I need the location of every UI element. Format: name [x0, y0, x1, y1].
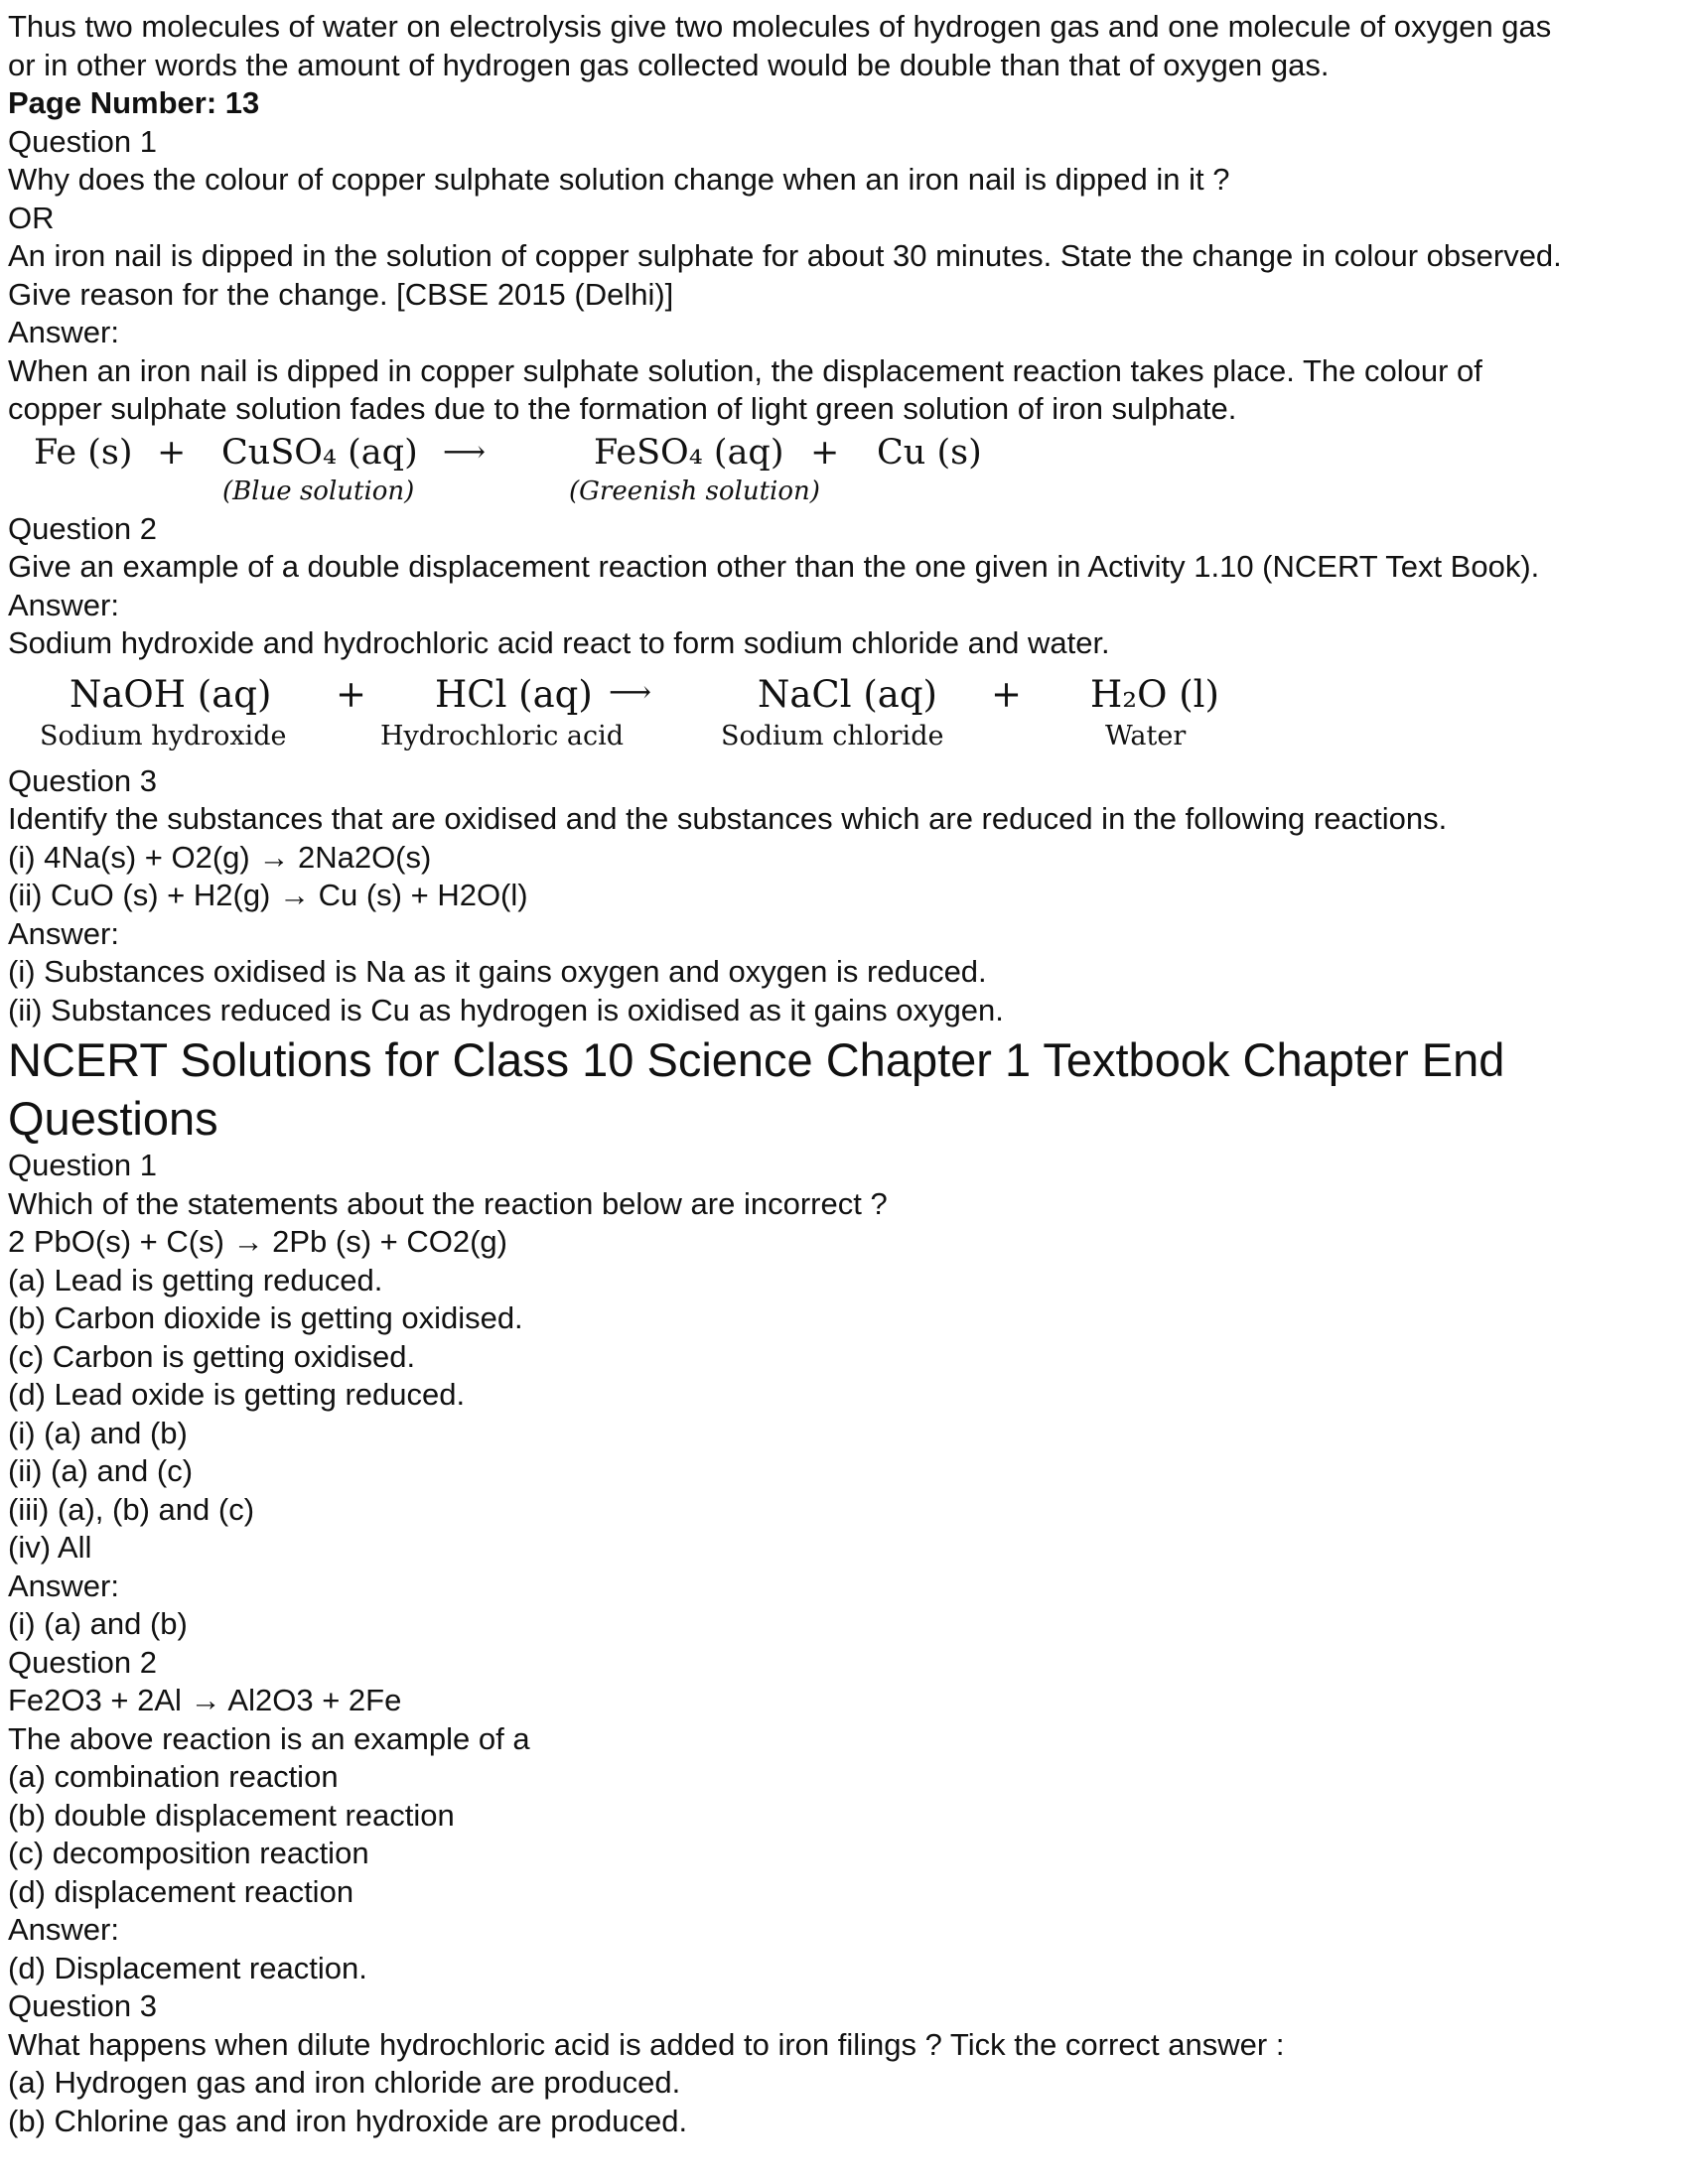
- eq-plus-4: +: [991, 672, 1023, 716]
- eq-fe: Fe (s): [34, 432, 133, 473]
- end-question-2-option: (b) double displacement reaction: [8, 1797, 455, 1833]
- end-question-3-label: Question 3: [8, 1988, 157, 2023]
- end-question-1-statement: (a) Lead is getting reduced.: [8, 1262, 383, 1297]
- eq-h2o: H₂O (l): [1090, 672, 1219, 716]
- question-3-answer-2: (ii) Substances reduced is Cu as hydrogen is oxidised as it gains oxygen.: [8, 992, 1004, 1027]
- end-question-3-option: (a) Hydrogen gas and iron chloride are produced.: [8, 2065, 681, 2100]
- end-question-2-text: The above reaction is an example of a: [8, 1720, 530, 1756]
- question-3-answer-label: Answer:: [8, 915, 119, 951]
- end-question-2-label: Question 2: [8, 1644, 157, 1680]
- end-question-1-label: Question 1: [8, 1148, 157, 1182]
- eq-sodium-hydroxide: Sodium hydroxide: [40, 720, 287, 751]
- question-2-answer-label: Answer:: [8, 587, 119, 622]
- naoh-hcl-equation: [8, 663, 1680, 762]
- question-2-answer: Sodium hydroxide and hydrochloric acid react to form sodium chloride and water.: [8, 625, 1110, 660]
- eq-feso4: FeSO₄ (aq): [594, 432, 784, 473]
- end-question-1-option: (ii) (a) and (c): [8, 1453, 194, 1488]
- end-question-1-statement: (c) Carbon is getting oxidised.: [8, 1338, 416, 1374]
- question-3-answer-1: (i) Substances oxidised is Na as it gains oxygen and oxygen is reduced.: [8, 954, 987, 989]
- eq-plus-2: +: [810, 432, 840, 473]
- question-1-answer-line-2: copper sulphate solution fades due to the formation of light green solution of iron sulphate.: [8, 391, 1237, 426]
- eq-arrow-2-icon: ⟶: [609, 674, 652, 710]
- question-3-reaction-2: (ii) CuO (s) + H2(g) → Cu (s) + H2O(l): [8, 878, 528, 912]
- end-question-2-option: (d) displacement reaction: [8, 1873, 354, 1909]
- intro-line-1: Thus two molecules of water on electrolysis give two molecules of hydrogen gas and one molecule of oxygen gas: [8, 9, 1552, 44]
- eq-nacl: NaCl (aq): [758, 672, 937, 716]
- eq-greenish-solution: (Greenish solution): [569, 476, 820, 506]
- eq-arrow-icon: ⟶: [443, 434, 487, 470]
- end-question-2-answer: (d) Displacement reaction.: [8, 1950, 367, 1985]
- end-question-3-option: (b) Chlorine gas and iron hydroxide are produced.: [8, 2103, 688, 2138]
- question-1-alt-line-2: Give reason for the change. [CBSE 2015 (Delhi)]: [8, 276, 674, 312]
- end-question-1-option: (i) (a) and (b): [8, 1415, 188, 1450]
- eq-hydrochloric-acid: Hydrochloric acid: [380, 720, 625, 751]
- end-question-1-statement: (d) Lead oxide is getting reduced.: [8, 1377, 466, 1412]
- eq-sodium-chloride: Sodium chloride: [721, 720, 944, 751]
- end-question-1-option: (iii) (a), (b) and (c): [8, 1491, 255, 1527]
- end-question-2-reaction: Fe2O3 + 2Al → Al2O3 + 2Fe: [8, 1683, 402, 1717]
- intro-line-2: or in other words the amount of hydrogen gas collected would be double than that of oxygen gas.: [8, 47, 1330, 82]
- eq-plus-3: +: [336, 672, 367, 716]
- eq-water: Water: [1105, 720, 1187, 751]
- question-2-label: Question 2: [8, 510, 157, 546]
- end-question-1-answer: (i) (a) and (b): [8, 1606, 188, 1641]
- question-1-alt-line-1: An iron nail is dipped in the solution of copper sulphate for about 30 minutes. State the change in colour observed.: [8, 238, 1562, 273]
- end-question-2-option: (c) decomposition reaction: [8, 1836, 369, 1870]
- end-question-3-text: What happens when dilute hydrochloric acid is added to iron filings ? Tick the correct answer :: [8, 2026, 1285, 2062]
- section-heading-line-1: NCERT Solutions for Class 10 Science Chapter 1 Textbook Chapter End: [8, 1033, 1505, 1086]
- end-question-2-answer-label: Answer:: [8, 1912, 119, 1947]
- end-question-1-option: (iv) All: [8, 1530, 92, 1565]
- question-1-answer-label: Answer:: [8, 315, 119, 349]
- eq-blue-solution: (Blue solution): [222, 476, 415, 506]
- page-number: Page Number: 13: [8, 85, 260, 120]
- end-question-1-text: Which of the statements about the reaction below are incorrect ?: [8, 1185, 888, 1221]
- iron-copper-sulphate-equation: [8, 429, 1680, 510]
- eq-naoh: NaOH (aq): [70, 672, 272, 716]
- end-question-2-option: (a) combination reaction: [8, 1759, 339, 1794]
- eq-cu: Cu (s): [877, 432, 982, 473]
- question-3-reaction-1: (i) 4Na(s) + O2(g) → 2Na2O(s): [8, 839, 432, 875]
- document-page: [8, 8, 1680, 2140]
- question-3-label: Question 3: [8, 762, 157, 798]
- eq-hcl: HCl (aq): [435, 672, 593, 716]
- end-question-1-answer-label: Answer:: [8, 1568, 119, 1603]
- question-1-label: Question 1: [8, 123, 157, 159]
- end-question-1-statement: (b) Carbon dioxide is getting oxidised.: [8, 1300, 523, 1335]
- question-1-answer-line-1: When an iron nail is dipped in copper sulphate solution, the displacement reaction takes place. The colour of: [8, 352, 1482, 388]
- question-2-text: Give an example of a double displacement reaction other than the one given in Activity 1.10 (NCERT Text Book).: [8, 549, 1540, 584]
- eq-plus-1: +: [157, 432, 187, 473]
- section-heading-line-2: Questions: [8, 1092, 218, 1145]
- question-1-text: Why does the colour of copper sulphate solution change when an iron nail is dipped in it ?: [8, 162, 1230, 197]
- question-1-or: OR: [8, 200, 55, 235]
- question-3-text: Identify the substances that are oxidised and the substances which are reduced in the following reactions.: [8, 801, 1448, 836]
- end-question-1-reaction: 2 PbO(s) + C(s) → 2Pb (s) + CO2(g): [8, 1224, 507, 1259]
- eq-cuso4: CuSO₄ (aq): [221, 432, 418, 473]
